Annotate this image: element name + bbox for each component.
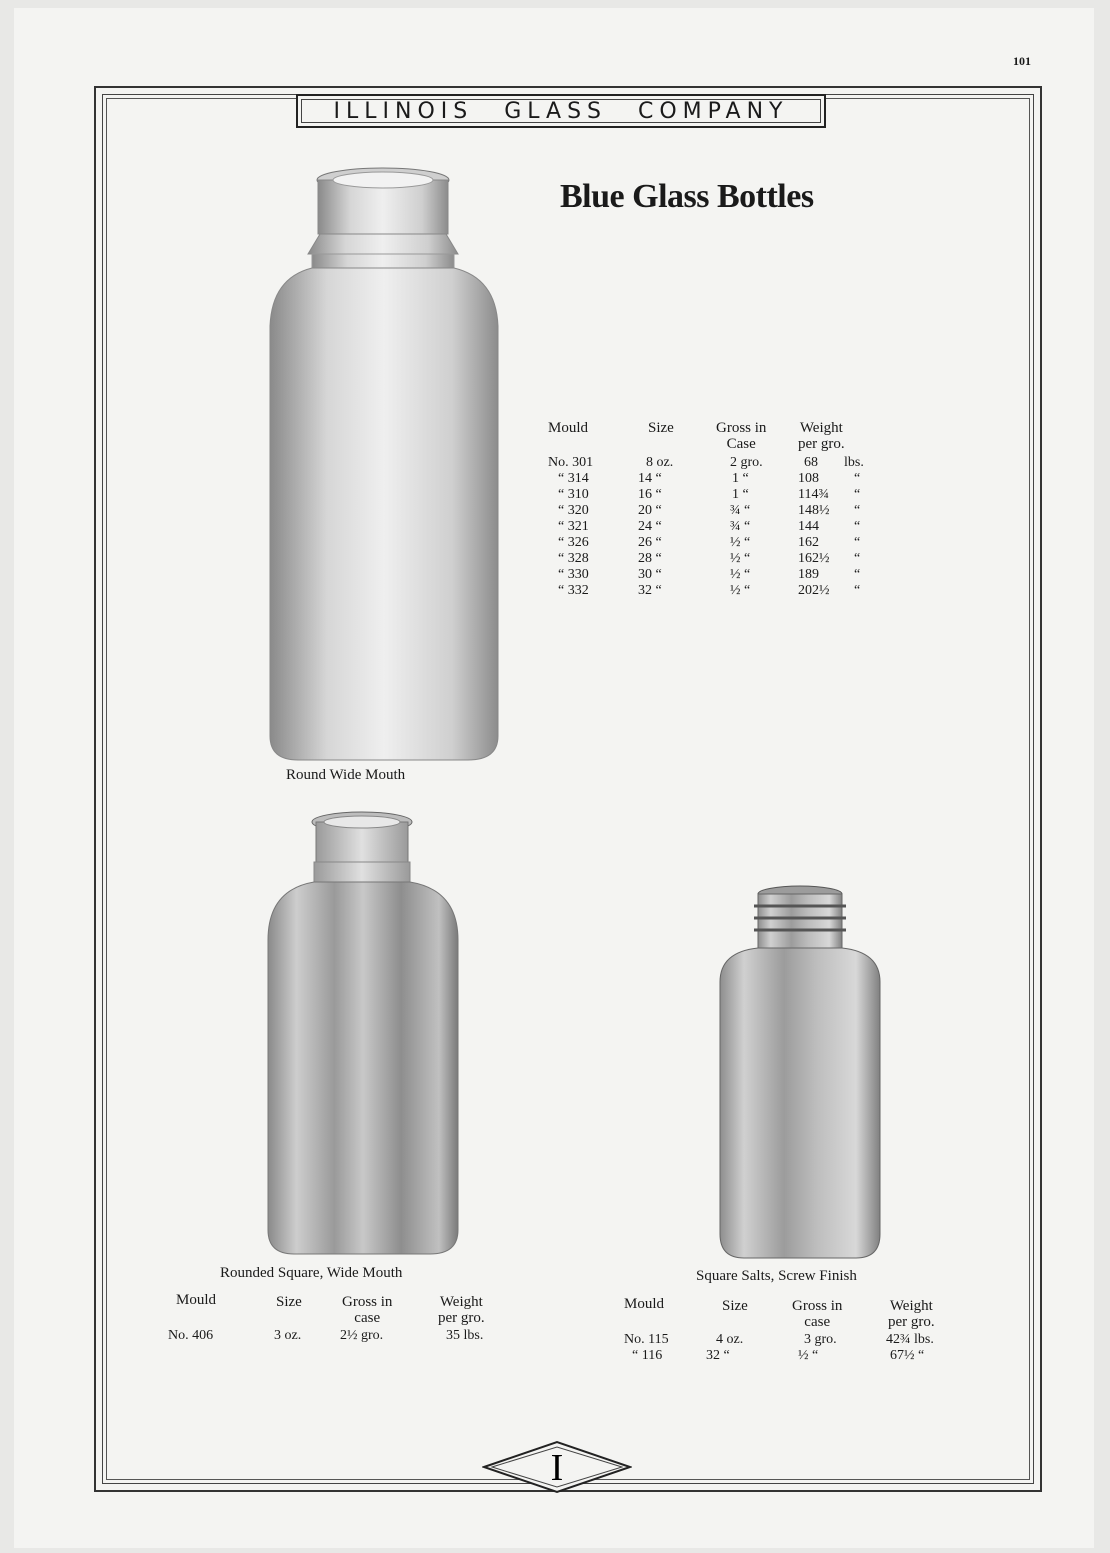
weight-cell: 202½ [798,583,830,598]
unit-cell: “ [854,567,861,582]
logo-letter: I [550,1447,564,1489]
gross-cell: 2½ gro. [340,1328,384,1343]
unit-cell: “ [854,503,861,518]
gross-cell: ½ “ [730,535,751,550]
gross-cell: ½ “ [730,551,751,566]
weight-cell: 42¾ lbs. [886,1332,934,1347]
company-name: ILLINOIS GLASS COMPANY [333,98,789,124]
weight-cell: 68 [804,455,818,470]
square-salts-caption: Square Salts, Screw Finish [696,1268,857,1284]
unit-cell: “ [854,487,861,502]
mould-cell: No. 406 [168,1328,214,1343]
size-cell: 20 “ [638,503,662,518]
square-salts-table [624,1296,964,1368]
col-header-gross: Gross in Case [716,420,767,452]
unit-cell: lbs. [844,455,864,470]
rounded-square-caption: Rounded Square, Wide Mouth [220,1265,403,1281]
col-header-size: Size [648,420,674,436]
gross-cell: ¾ “ [730,503,751,518]
mould-cell: “ 332 [558,583,589,598]
col-header-mould: Mould [624,1296,665,1312]
size-cell: 24 “ [638,519,662,534]
round-wide-mouth-bottle-image [258,166,508,766]
weight-cell: 114¾ [798,487,829,502]
square-salts-bottle-image [714,884,886,1264]
gross-cell: 3 gro. [804,1332,837,1347]
weight-cell: 108 [798,471,819,486]
col-header-weight: Weight per gro. [888,1298,935,1330]
size-cell: 16 “ [638,487,662,502]
weight-cell: 162 [798,535,819,550]
mould-cell: “ 328 [558,551,589,566]
unit-cell: “ [854,551,861,566]
col-header-mould: Mould [176,1292,217,1308]
mould-cell: “ 310 [558,487,589,502]
weight-cell: 189 [798,567,819,582]
gross-cell: ¾ “ [730,519,751,534]
round-wide-mouth-table [548,420,888,620]
unit-cell: “ [854,535,861,550]
round-wide-mouth-caption: Round Wide Mouth [286,767,406,783]
rounded-square-table [168,1292,508,1352]
size-cell: 3 oz. [274,1328,302,1343]
col-header-weight: Weight per gro. [798,420,845,452]
mould-cell: No. 301 [548,455,594,470]
weight-cell: 67½ “ [890,1348,925,1363]
unit-cell: “ [854,471,861,486]
gross-cell: ½ “ [730,567,751,582]
company-header [296,94,826,128]
size-cell: 4 oz. [716,1332,744,1347]
mould-cell: “ 330 [558,567,589,582]
mould-cell: “ 321 [558,519,589,534]
gross-cell: 2 gro. [730,455,763,470]
gross-cell: 1 “ [732,471,749,486]
size-cell: 14 “ [638,471,662,486]
weight-cell: 35 lbs. [446,1328,484,1343]
weight-cell: 148½ [798,503,830,518]
size-cell: 26 “ [638,535,662,550]
rounded-square-bottle-image [258,810,468,1260]
size-cell: 8 oz. [646,455,674,470]
col-header-weight: Weight per gro. [438,1294,485,1326]
col-header-gross: Gross in case [792,1298,843,1330]
mould-cell: “ 116 [632,1348,663,1363]
mould-cell: No. 115 [624,1332,669,1347]
unit-cell: “ [854,583,861,598]
gross-cell: ½ “ [730,583,751,598]
diamond-i-logo-icon [482,1440,632,1494]
col-header-size: Size [276,1294,302,1310]
gross-cell: ½ “ [798,1348,819,1363]
page-title: Blue Glass Bottles [560,178,814,215]
weight-cell: 162½ [798,551,830,566]
weight-cell: 144 [798,519,819,534]
mould-cell: “ 320 [558,503,589,518]
col-header-size: Size [722,1298,748,1314]
mould-cell: “ 314 [558,471,589,486]
size-cell: 32 “ [706,1348,730,1363]
gross-cell: 1 “ [732,487,749,502]
unit-cell: “ [854,519,861,534]
col-header-gross: Gross in case [342,1294,393,1326]
col-header-mould: Mould [548,420,589,436]
page-number: 101 [1013,54,1031,68]
size-cell: 30 “ [638,567,662,582]
size-cell: 32 “ [638,583,662,598]
size-cell: 28 “ [638,551,662,566]
mould-cell: “ 326 [558,535,589,550]
